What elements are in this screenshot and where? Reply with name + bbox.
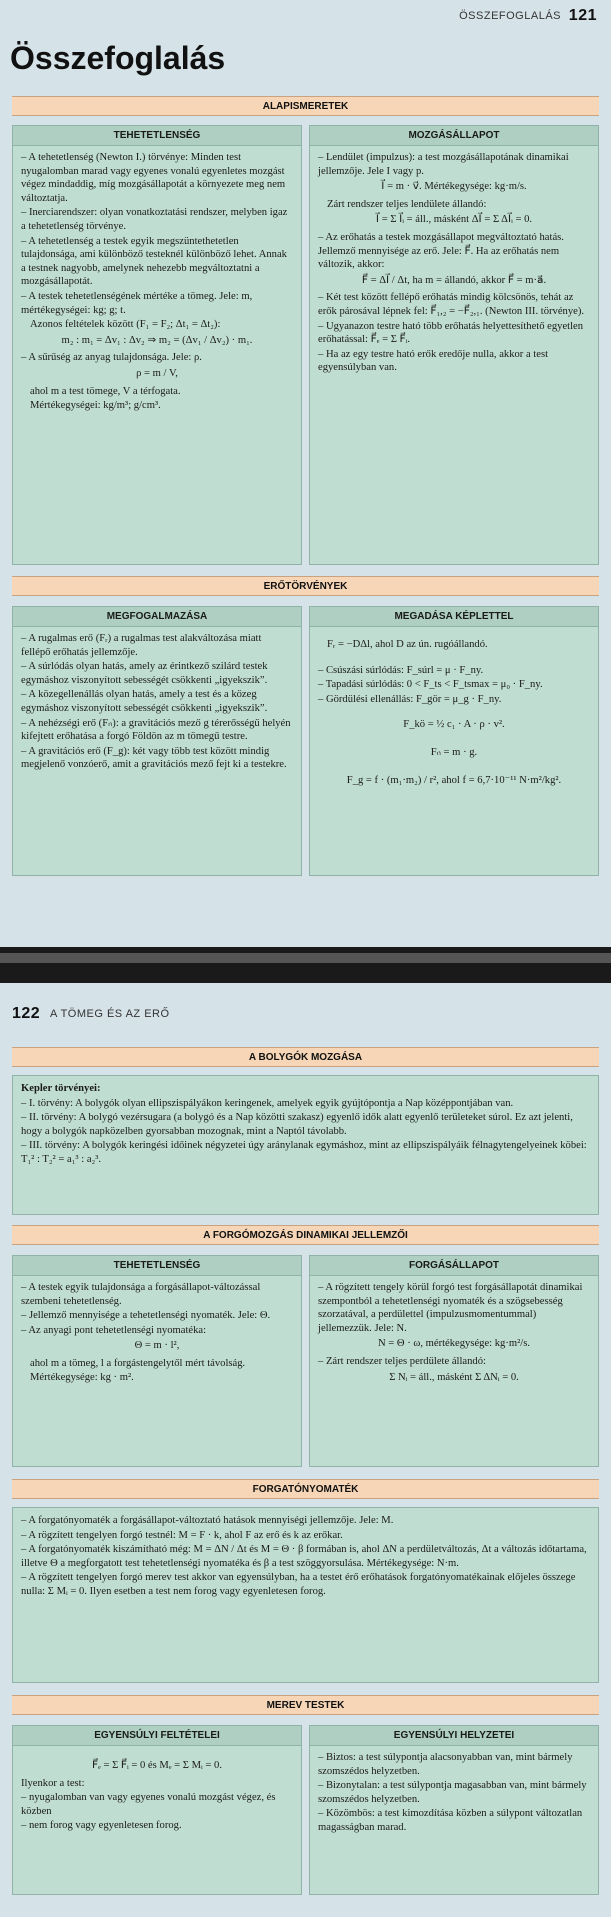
text-line: – Inerciarendszer: olyan vonatkoztatási rendszer, melyben igaz a tehetetlenség törvénye. <box>21 207 288 232</box>
formula: I⃗ = Σ I⃗ᵢ = áll., másként ΔI⃗ = Σ ΔI⃗ᵢ = 0. <box>375 214 533 226</box>
section-header-forgomozgas: A FORGÓMOZGÁS DINAMIKAI JELLEMZŐI <box>12 1225 599 1245</box>
formula: Fₙ = m · g. <box>430 746 478 758</box>
column-header: TEHETETLENSÉG <box>13 126 301 146</box>
text-line: – Két test között fellépő erőhatás mindig kölcsönös, tehát az erők párosával lépnek fel: F⃗₁,₂ = −F⃗₂,₁. (Newton III. törvénye). <box>318 292 584 317</box>
text-line: Zárt rendszer teljes lendülete állandó: <box>327 198 487 210</box>
forgatonyomatek-box <box>12 1507 599 1683</box>
column-mozgasallapot <box>309 125 599 565</box>
text-line: – A közegellenállás olyan hatás, amely a test és a közeg egymáshoz viszonyított sebességét csökkenti „igyekszik”. <box>21 689 268 714</box>
column-header: TEHETETLENSÉG <box>13 1256 301 1276</box>
column-header: MOZGÁSÁLLAPOT <box>310 126 598 146</box>
column-forgasallapot <box>309 1255 599 1467</box>
column-egyensulyi-feltetelei <box>12 1725 302 1895</box>
text-line: – A tehetetlenség (Newton I.) törvénye: Minden test nyugalomban marad vagy egyenes vonalú egyenletes mozgást végez mindaddig, míg mozgásállapotát a környezete meg nem változtatja. <box>21 152 286 204</box>
page-122 <box>0 983 611 1917</box>
text-line: – Gördülési ellenállás: F_gör = μ_g · F_ny. <box>318 693 502 705</box>
text-line: – A tehetetlenség a testek egyik megszüntethetetlen tulajdonsága, ami különböző testeknél különböző lehet. Annak a testnek nagyobb, amelynek nehezebb megváltoztatni a mozgásállapotát. <box>21 235 287 288</box>
formula: Fᵣ = −DΔl, ahol D az ún. rugóállandó. <box>327 639 488 650</box>
column-tehetetlenseg <box>12 125 302 565</box>
text-line: – A súrlódás olyan hatás, amely az érintkező szilárd testek egymáshoz viszonyított sebességét csökkenti „igyekszik”. <box>21 661 268 686</box>
text-line: – Zárt rendszer teljes perdülete állandó: <box>318 1355 486 1367</box>
text-line: Ilyenkor a test: <box>21 1777 85 1789</box>
formula: m₂ : m₁ = Δv₁ : Δv₂ ⇒ m₂ = (Δv₁ / Δv₂) · m₁. <box>61 334 253 346</box>
text-line: – A rögzített tengelyen forgó testnél: M = F · k, ahol F az erő és k az erőkar. <box>21 1529 343 1541</box>
text-line: – II. törvény: A bolygó vezérsugara (a bolygó és a Nap közötti szakasz) egyenlő idők alatt egyenlő területeket súrol. Ez azt jelenti, hogy a bolygók napközelben gyorsabban mozognak, mint a Naptól távolabb. <box>21 1112 573 1137</box>
page-number: 121 <box>568 7 597 24</box>
formula: F_g = f · (m₁·m₂) / r², ahol f = 6,7·10⁻¹¹ N·m²/kg². <box>346 774 562 786</box>
text-line: – Lendület (impulzus): a test mozgásállapotának dinamikai jellemzője. Jele I vagy p. <box>318 152 569 177</box>
text-line: – A testek tehetetlenségének mértéke a tömeg. Jele: m, mértékegységei: kg; g; t. <box>21 290 253 316</box>
text-line: – A forgatónyomaték kiszámítható még: M = ΔN / Δt és M = Θ · β formában is, ahol ΔN a perdületváltozás, Δt a változás időtartama, illetve Θ a megforgatott test tehetetlenségi nyomatéka és β a test szöggyorsulása. Mértékegysége: N·m. <box>21 1544 587 1569</box>
text-line: – I. törvény: A bolygók olyan ellipszispályákon keringenek, amelyek egyik gyújtópontja a Nap középpontjában van. <box>21 1097 514 1109</box>
section-header-merev-testek: MEREV TESTEK <box>12 1695 599 1715</box>
formula: F⃗ₑ = Σ F⃗ᵢ = 0 és Mₑ = Σ Mᵢ = 0. <box>91 1760 222 1771</box>
column-tehetetlenseg <box>12 1255 302 1467</box>
text-line: – A testek egyik tulajdonsága a forgásállapot-változással szembeni tehetetlenség. <box>21 1282 261 1307</box>
column-header: MEGADÁSA KÉPLETTEL <box>310 607 598 627</box>
text-line: – nem forog vagy egyenletesen forog. <box>21 1820 182 1832</box>
text-line: – A forgatónyomaték a forgásállapot-változtató hatások mennyiségi jellemzője. Jele: M. <box>21 1515 394 1526</box>
text-line: – Az anyagi pont tehetetlenségi nyomatéka: <box>21 1324 207 1336</box>
running-header: A TÖMEG ÉS AZ ERŐ <box>50 1008 170 1020</box>
text-line: – A nehézségi erő (Fₙ): a gravitációs mező g térerősségű helyén kifejtett erőhatása a forgó Földön az m tömegű testre. <box>21 717 291 743</box>
section-header-bolygok: A BOLYGÓK MOZGÁSA <box>12 1047 599 1067</box>
page-title: Összefoglalás <box>10 40 226 76</box>
text-line: Azonos feltételek között (F₁ = F₂; Δt₁ = Δt₂): <box>30 319 221 331</box>
formula: N = Θ · ω, mértékegysége: kg·m²/s. <box>377 1338 531 1350</box>
text-line: Kepler törvényei: <box>21 1083 101 1094</box>
text-line: – A gravitációs erő (F_g): két vagy több test között mindig megjelenő vonzóerő, amit a gravitációs mező fejt ki a testekre. <box>21 745 287 771</box>
text-line: – nyugalomban van vagy egyenes vonalú mozgást végez, és közben <box>21 1792 276 1817</box>
column-header: EGYENSÚLYI HELYZETEI <box>310 1726 598 1746</box>
section-header-alapismeretek: ALAPISMERETEK <box>12 96 599 116</box>
text-line: – A rugalmas erő (Fᵣ) a rugalmas test alakváltozása miatt fellépő erőhatás jellemzője. <box>21 633 262 658</box>
column-header: MEGFOGALMAZÁSA <box>13 607 301 627</box>
page-separator <box>0 947 611 983</box>
text-line: – A rögzített tengely körül forgó test forgásállapotát dinamikai szempontból a tehetetlenségi nyomaték és a szögsebesség szorzatával, a perdülettel (impulzusmomentummal) jellemezzük. Jele: N. <box>318 1282 583 1334</box>
text-line: – A rögzített tengelyen forgó merev test akkor van egyensúlyban, ha a testet érő erőhatások forgatónyomatékainak előjeles összege nulla: Σ Mᵢ = 0. Ilyen esetben a test nem forog vagy egyenletesen forog. <box>21 1572 576 1597</box>
column-megfogalmazasa <box>12 606 302 876</box>
column-header: EGYENSÚLYI FELTÉTELEI <box>13 1726 301 1746</box>
kepler-box <box>12 1075 599 1215</box>
formula: Σ Nᵢ = áll., másként Σ ΔNᵢ = 0. <box>389 1371 519 1383</box>
text-line: – Ha az egy testre ható erők eredője nulla, akkor a test egyensúlyban van. <box>318 348 549 374</box>
text-line: – Ugyanazon testre ható több erőhatás helyettesíthető egyetlen erőhatással: F⃗ₑ = Σ F⃗ᵢ. <box>318 320 584 346</box>
text-line: – Biztos: a test súlypontja alacsonyabban van, mint bármely szomszédos helyzetben. <box>318 1752 573 1777</box>
text-line: ahol m a test tömege, V a térfogata. <box>30 385 181 397</box>
text-line: – Közömbös: a test kimozdítása közben a súlypont változatlan magasságban marad. <box>318 1808 583 1833</box>
text-line: – Tapadási súrlódás: 0 < F_ts < F_tsmax = μ₀ · F_ny. <box>318 679 543 691</box>
text-line: – Jellemző mennyisége a tehetetlenségi nyomaték. Jele: Θ. <box>21 1310 271 1322</box>
text-line: – III. törvény: A bolygók keringési időinek négyzetei úgy aránylanak egymáshoz, mint az ellipszispályáik félnagytengelyeinek köbei: T₁² : T₂² = a₁³ : a₂³. <box>21 1140 587 1165</box>
text-line: – Bizonytalan: a test súlypontja magasabban van, mint bármely szomszédos helyzetben. <box>318 1780 587 1805</box>
formula: ρ = m / V, <box>136 367 178 379</box>
formula: F_kö = ½ c₁ · A · ρ · v². <box>403 719 505 731</box>
page-number: 122 <box>12 1005 41 1022</box>
text-line: – Az erőhatás a testek mozgásállapot megváltoztató hatás. Jellemző mennyisége az erő. Jele: F⃗. Ha az erőhatás nem változik, akkor: <box>318 231 564 271</box>
column-header: FORGÁSÁLLAPOT <box>310 1256 598 1276</box>
text-line: Mértékegységei: kg/m³; g/cm³. <box>30 400 161 412</box>
section-header-forgatonyomatek: FORGATÓNYOMATÉK <box>12 1479 599 1499</box>
text-line: – Csúszási súrlódás: F_súrl = μ · F_ny. <box>318 664 484 676</box>
running-header: ÖSSZEFOGLALÁS <box>459 10 561 22</box>
column-egyensulyi-helyzetei <box>309 1725 599 1895</box>
formula: Θ = m · l², <box>134 1340 180 1352</box>
column-megadasa-keplettel <box>309 606 599 876</box>
formula: I⃗ = m · v⃗. Mértékegysége: kg·m/s. <box>381 181 527 193</box>
formula: F⃗ = ΔI⃗ / Δt, ha m = állandó, akkor F⃗ = m·a⃗. <box>361 274 547 286</box>
text-line: – A sűrűség az anyag tulajdonsága. Jele: ρ. <box>21 352 202 364</box>
section-header-erotorvenyek: ERŐTÖRVÉNYEK <box>12 576 599 596</box>
page-121 <box>0 0 611 947</box>
text-line: ahol m a tömeg, l a forgástengelytől mért távolság. Mértékegysége: kg · m². <box>30 1357 246 1383</box>
